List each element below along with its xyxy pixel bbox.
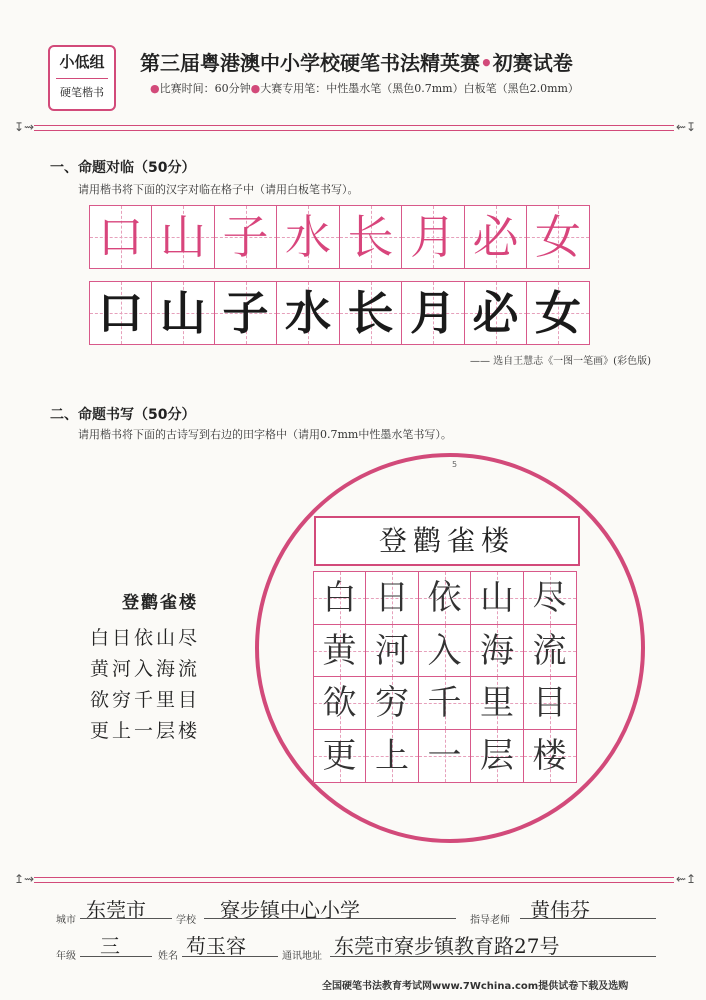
section2-instruction: 请用楷书将下面的古诗写到右边的田字格中（请用0.7mm中性墨水笔书写）。	[78, 428, 452, 441]
grid-cell	[313, 676, 367, 730]
grid-cell	[214, 281, 278, 345]
grid-cell	[339, 205, 403, 269]
grid-cell	[418, 676, 472, 730]
scroll-corner-icon: ↧⇝	[14, 120, 35, 134]
grid-cell	[313, 729, 367, 783]
written-char: 穷	[375, 683, 409, 723]
written-char: 楼	[532, 735, 567, 776]
written-char: 子	[222, 286, 269, 340]
badge-divider	[56, 78, 108, 79]
written-char: 入	[427, 630, 462, 671]
grid-cell	[464, 205, 528, 269]
title-main: 第三届粤港澳中小学校硬笔书法精英赛	[140, 51, 480, 75]
source-credit: —— 选自王慧志《一图一笔画》(彩色版)	[470, 356, 651, 367]
written-char: 千	[427, 683, 462, 723]
pen-info: 大赛专用笔：中性墨水笔（黑色0.7mm）白板笔（黑色2.0mm）	[260, 82, 579, 95]
page-number: 5	[452, 460, 458, 469]
written-char: 海	[480, 630, 514, 671]
grid-cell	[418, 729, 472, 783]
time-info: 比赛时间：60分钟	[159, 82, 251, 95]
grid-cell	[151, 205, 215, 269]
reference-poem-title: 登鹳雀楼	[122, 593, 198, 613]
grade-field[interactable]: 三	[100, 934, 120, 958]
group-badge	[48, 45, 116, 111]
header-divider-thin	[34, 130, 674, 131]
poem-line: 黄河入海流	[90, 658, 201, 680]
bullet-dot: ●	[250, 82, 261, 95]
grid-cell	[470, 571, 524, 625]
model-char: 月	[410, 210, 456, 264]
grid-cell	[401, 281, 465, 345]
footer-divider-thin	[34, 882, 674, 883]
name-label: 姓名	[158, 951, 178, 962]
model-char: 口	[97, 210, 144, 264]
grid-cell	[365, 571, 419, 625]
name-underline	[182, 956, 278, 957]
grid-cell	[401, 205, 465, 269]
written-char: 流	[532, 630, 567, 671]
name-field[interactable]: 苟玉容	[186, 934, 246, 958]
written-char: 山	[480, 578, 514, 618]
model-char: 水	[285, 210, 331, 264]
grade-label: 年级	[56, 951, 76, 962]
written-char: 尽	[532, 578, 567, 618]
written-char: 日	[375, 578, 409, 618]
section1-heading: 一、命题对临（50分）	[50, 160, 196, 176]
written-char: 水	[285, 286, 331, 340]
copy-grid-written	[90, 281, 590, 345]
grid-row	[314, 624, 577, 677]
grid-cell	[313, 571, 367, 625]
city-label: 城市	[56, 915, 76, 926]
written-char: 月	[410, 286, 456, 340]
grid-cell	[365, 729, 419, 783]
grid-cell	[523, 676, 577, 730]
grid-row	[314, 729, 577, 782]
model-char: 必	[472, 210, 519, 264]
written-char: 白	[322, 578, 357, 618]
grid-cell	[418, 571, 472, 625]
model-char: 山	[160, 210, 206, 264]
grid-cell	[523, 729, 577, 783]
written-char: 欲	[322, 683, 357, 723]
grid-cell	[523, 624, 577, 678]
model-char: 长	[347, 210, 394, 264]
written-char: 更	[322, 735, 357, 776]
poem-title-box: 登鹳雀楼	[314, 516, 580, 566]
grid-cell	[470, 729, 524, 783]
grid-cell	[313, 624, 367, 678]
grid-cell	[418, 624, 472, 678]
footer-website-note: 全国硬笔书法教育考试网www.7Wchina.com提供试卷下载及选购	[322, 981, 629, 992]
header-divider	[34, 125, 674, 126]
grid-cell	[89, 205, 153, 269]
written-char: 里	[480, 683, 514, 723]
grid-cell	[526, 205, 590, 269]
grid-row	[314, 571, 577, 624]
written-char: 口	[97, 286, 144, 340]
grid-cell	[523, 571, 577, 625]
badge-type: 硬笔楷书	[60, 86, 104, 99]
grid-cell	[151, 281, 215, 345]
model-char: 子	[222, 210, 269, 264]
bullet-dot: ●	[150, 82, 160, 95]
city-field[interactable]: 东莞市	[86, 898, 146, 922]
grid-cell	[470, 676, 524, 730]
written-char: 上	[375, 735, 409, 776]
address-field[interactable]: 东莞市寮步镇教育路27号	[334, 934, 560, 958]
grid-cell	[526, 281, 590, 345]
page-title	[140, 47, 573, 76]
grid-cell	[276, 281, 340, 345]
written-char: 层	[480, 735, 514, 776]
copy-grid-pink	[90, 205, 590, 269]
written-char: 山	[160, 286, 206, 340]
reference-poem	[90, 588, 230, 747]
grid-cell	[89, 281, 153, 345]
scroll-corner-icon: ↥⇝	[14, 872, 35, 886]
school-field[interactable]: 寮步镇中心小学	[220, 898, 360, 922]
written-char: 一	[427, 735, 462, 776]
scroll-corner-icon: ⇜↧	[676, 120, 697, 134]
city-underline	[80, 918, 172, 919]
poem-line: 白日依山尽	[90, 627, 201, 649]
address-label: 通讯地址	[282, 951, 322, 962]
school-underline	[204, 918, 456, 919]
address-underline	[330, 956, 656, 957]
written-char: 依	[427, 578, 462, 618]
grid-cell	[214, 205, 278, 269]
poem-line: 更上一层楼	[90, 720, 201, 742]
title-dot: •	[480, 51, 493, 75]
exam-info	[150, 80, 579, 96]
grid-row	[314, 676, 577, 729]
title-suffix: 初赛试卷	[492, 51, 573, 75]
grid-cell	[464, 281, 528, 345]
teacher-field[interactable]: 黄伟芬	[530, 898, 590, 922]
written-char: 女	[535, 286, 581, 340]
teacher-label: 指导老师	[470, 915, 510, 926]
badge-group: 小低组	[59, 53, 105, 71]
written-char: 长	[347, 286, 394, 340]
written-char: 黄	[322, 630, 357, 671]
grid-cell	[365, 676, 419, 730]
grade-underline	[80, 956, 152, 957]
model-char: 女	[535, 210, 581, 264]
written-char: 河	[375, 630, 409, 671]
grid-cell	[276, 205, 340, 269]
teacher-underline	[520, 918, 656, 919]
written-char: 目	[532, 683, 567, 723]
poem-writing-grid	[314, 571, 577, 781]
poem-line: 欲穷千里目	[90, 689, 201, 711]
scroll-corner-icon: ⇜↥	[676, 872, 697, 886]
grid-cell	[365, 624, 419, 678]
grid-cell	[339, 281, 403, 345]
school-label: 学校	[176, 915, 196, 926]
written-char: 必	[472, 286, 519, 340]
section2-heading: 二、命题书写（50分）	[50, 407, 196, 423]
grid-cell	[470, 624, 524, 678]
section1-instruction: 请用楷书将下面的汉字对临在格子中（请用白板笔书写）。	[78, 183, 359, 196]
footer-divider	[34, 877, 674, 878]
